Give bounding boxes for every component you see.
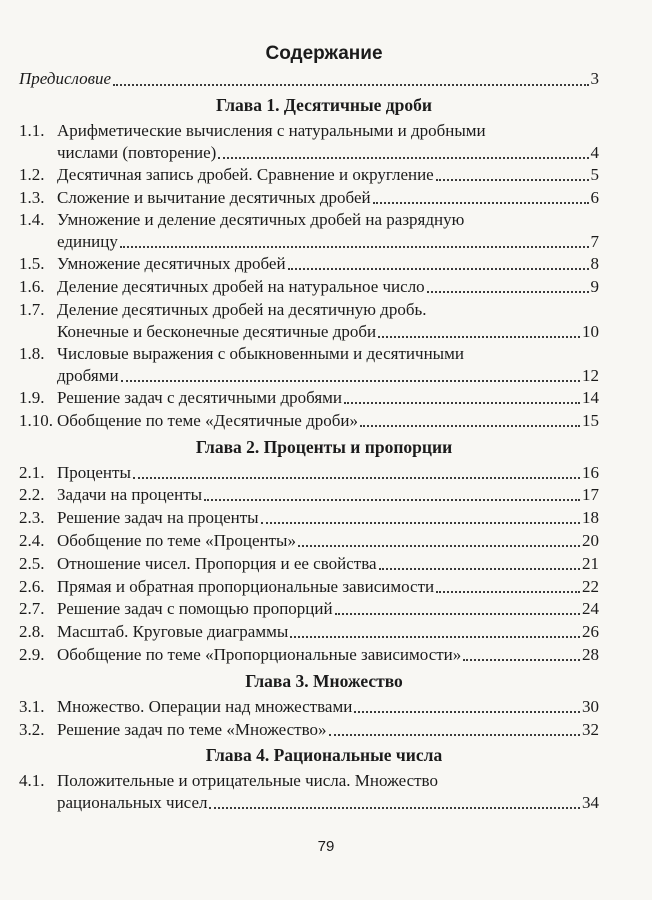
- toc-entry-number: 1.5.: [19, 254, 45, 274]
- chapter-heading: Глава 4. Рациональные числа: [205, 745, 443, 766]
- toc-entry-text-line1: Положительные и отрицательные числа. Множество: [57, 771, 438, 791]
- toc-entry-page: 8: [590, 254, 599, 274]
- toc-entry-page: 30: [582, 696, 599, 716]
- toc-entry-body: [57, 343, 599, 387]
- toc-entry-page: 28: [582, 644, 599, 664]
- toc-entry-page: 4: [590, 142, 599, 162]
- toc-entry-text: Решение задач на проценты: [57, 508, 259, 528]
- dot-leader: [113, 63, 588, 86]
- toc-entry-text-line1: Числовые выражения с обыкновенными и десятичными: [57, 343, 464, 363]
- dot-leader: [209, 787, 580, 809]
- toc-entry-number: 2.4.: [19, 530, 45, 550]
- toc-entry-number: 4.1.: [19, 771, 45, 791]
- toc-entry-number: 2.2.: [19, 485, 45, 505]
- toc-entry-number: 2.9.: [19, 644, 45, 664]
- toc-entry: [19, 299, 599, 343]
- toc-entry-number: 2.7.: [19, 599, 45, 619]
- toc-entry-body: [57, 120, 599, 164]
- dot-leader: [121, 360, 580, 382]
- toc-entry-body: [57, 770, 599, 814]
- dot-leader: [344, 382, 580, 404]
- toc-entry-number: 2.1.: [19, 462, 45, 482]
- toc-entry-body: [57, 276, 599, 299]
- toc-entry-line: [57, 321, 599, 343]
- toc-entry-page: 22: [582, 576, 599, 596]
- dot-leader: [378, 316, 580, 338]
- toc-entry: [19, 276, 599, 299]
- toc-entry-text-line1: Деление десятичных дробей на десятичную дробь.: [57, 299, 427, 319]
- toc-entry-page: 7: [590, 232, 599, 252]
- toc-entry-text: Конечные и бесконечные десятичные дроби: [57, 321, 377, 341]
- toc-entry-text: Сложение и вычитание десятичных дробей: [57, 187, 371, 207]
- dot-leader: [261, 502, 580, 524]
- dot-leader: [373, 182, 589, 204]
- toc-entry-number: 1.3.: [19, 187, 45, 207]
- toc-entry-text: Множество. Операции над множествами: [57, 696, 353, 716]
- toc-entry-page: 16: [582, 462, 599, 482]
- dot-leader: [436, 571, 580, 593]
- toc-entry-text: Умножение десятичных дробей: [57, 254, 286, 274]
- toc-entry-text: Решение задач с помощью пропорций: [57, 599, 333, 619]
- toc-entry-number: 1.4.: [19, 210, 45, 230]
- dot-leader: [427, 271, 589, 293]
- toc-entry-page: 18: [582, 508, 599, 528]
- chapter-heading: Глава 3. Множество: [245, 670, 403, 691]
- toc-entry-text: Отношение чисел. Пропорция и ее свойства: [57, 553, 377, 573]
- toc-entry-page: 9: [590, 277, 599, 297]
- toc-entry-number: 2.3.: [19, 508, 45, 528]
- dot-leader: [436, 159, 589, 181]
- toc-entry-page: 10: [582, 321, 599, 341]
- toc-entry-body: [57, 644, 599, 667]
- toc-entry-text-line1: Арифметические вычисления с натуральными и дробными: [57, 120, 486, 140]
- toc-entry-page: 5: [590, 164, 599, 184]
- toc-entry-number: 1.9.: [19, 387, 45, 407]
- toc-entry-page: 34: [582, 793, 599, 813]
- toc-body: [19, 91, 599, 815]
- toc-entry-text: Деление десятичных дробей на натуральное число: [57, 277, 425, 297]
- toc-entry-line: [57, 276, 599, 298]
- toc-entry-body: [57, 410, 599, 433]
- toc-entry: [19, 719, 599, 742]
- toc-entry-preface: [19, 68, 599, 91]
- toc-entry-number: 1.2.: [19, 164, 45, 184]
- dot-leader: [120, 226, 589, 248]
- toc-entry-body: [57, 209, 599, 253]
- toc-entry-line: [57, 644, 599, 666]
- toc-entry-text: Десятичная запись дробей. Сравнение и округление: [57, 164, 434, 184]
- toc-entry-text: Обобщение по теме «Пропорциональные зависимости»: [57, 644, 462, 664]
- toc-entry-text-line1: Умножение и деление десятичных дробей на разрядную: [57, 210, 465, 230]
- toc-entry-line: [57, 719, 599, 741]
- toc-entry-line: [57, 792, 599, 814]
- toc-entry-number: 2.6.: [19, 576, 45, 596]
- toc-entry-body: [57, 187, 599, 210]
- toc-entry: [19, 120, 599, 164]
- chapter-heading: Глава 2. Проценты и пропорции: [195, 436, 453, 457]
- toc-entry-text: единицу: [57, 232, 118, 252]
- page-number: 79: [317, 838, 335, 855]
- toc-entry-number: 1.8.: [19, 343, 45, 363]
- dot-leader: [329, 714, 580, 736]
- toc-entry-page: 12: [582, 365, 599, 385]
- dot-leader: [218, 137, 588, 159]
- dot-leader: [290, 616, 580, 638]
- toc-entry-number: 1.1.: [19, 120, 45, 140]
- dot-leader: [379, 548, 580, 570]
- toc-entry-page: 3: [590, 69, 599, 88]
- toc-title: Содержание: [265, 43, 383, 64]
- toc-entry-page: 20: [582, 530, 599, 550]
- toc-entry-text: Проценты: [57, 462, 131, 482]
- toc-entry-page: 6: [590, 187, 599, 207]
- dot-leader: [335, 593, 580, 615]
- toc-entry-text: Масштаб. Круговые диаграммы: [57, 622, 289, 642]
- toc-entry-body: [57, 719, 599, 742]
- toc-entry-page: 21: [582, 553, 599, 573]
- toc-entry-number: 2.5.: [19, 553, 45, 573]
- dot-leader: [204, 479, 580, 501]
- chapter-heading: Глава 1. Десятичные дроби: [216, 94, 432, 115]
- toc-entry-number: 2.8.: [19, 622, 45, 642]
- toc-entry-number: 1.6.: [19, 277, 45, 297]
- toc-entry-text: Обобщение по теме «Проценты»: [57, 530, 296, 550]
- toc-entry: [19, 343, 599, 387]
- toc-entry-text: числами (повторение): [57, 142, 217, 162]
- toc-entry-body: [57, 299, 599, 343]
- toc-entry-text: рациональных чисел: [57, 793, 208, 813]
- toc-entry: [19, 770, 599, 814]
- toc-entry-text: Решение задач по теме «Множество»: [57, 719, 327, 739]
- dot-leader: [288, 248, 589, 270]
- toc-entry-number: 1.10.: [19, 410, 53, 430]
- toc-entry-number: 3.1.: [19, 696, 45, 716]
- toc-page: [19, 40, 599, 814]
- toc-entry-page: 14: [582, 387, 599, 407]
- dot-leader: [360, 405, 580, 427]
- toc-entry-page: 17: [582, 485, 599, 505]
- toc-entry-number: 1.7.: [19, 299, 45, 319]
- toc-entry-line: [57, 187, 599, 209]
- toc-entry-text: Обобщение по теме «Десятичные дроби»: [57, 410, 359, 430]
- dot-leader: [298, 525, 580, 547]
- dot-leader: [463, 639, 580, 661]
- dot-leader: [354, 691, 580, 713]
- toc-entry-text: Прямая и обратная пропорциональные зависимости: [57, 576, 435, 596]
- toc-entry-text: дробями: [57, 365, 119, 385]
- toc-entry-text: Решение задач с десятичными дробями: [57, 387, 343, 407]
- toc-entry-page: 24: [582, 599, 599, 619]
- dot-leader: [133, 457, 580, 479]
- toc-entry-text: Задачи на проценты: [57, 485, 203, 505]
- toc-entry-text: Предисловие: [19, 69, 112, 88]
- toc-entry-page: 15: [582, 410, 599, 430]
- toc-entry: [19, 410, 599, 433]
- toc-entry-number: 3.2.: [19, 719, 45, 739]
- toc-entry: [19, 187, 599, 210]
- toc-entry: [19, 644, 599, 667]
- toc-entry-page: 26: [582, 622, 599, 642]
- toc-entry: [19, 209, 599, 253]
- toc-entry-page: 32: [582, 719, 599, 739]
- toc-entry-line: [57, 410, 599, 432]
